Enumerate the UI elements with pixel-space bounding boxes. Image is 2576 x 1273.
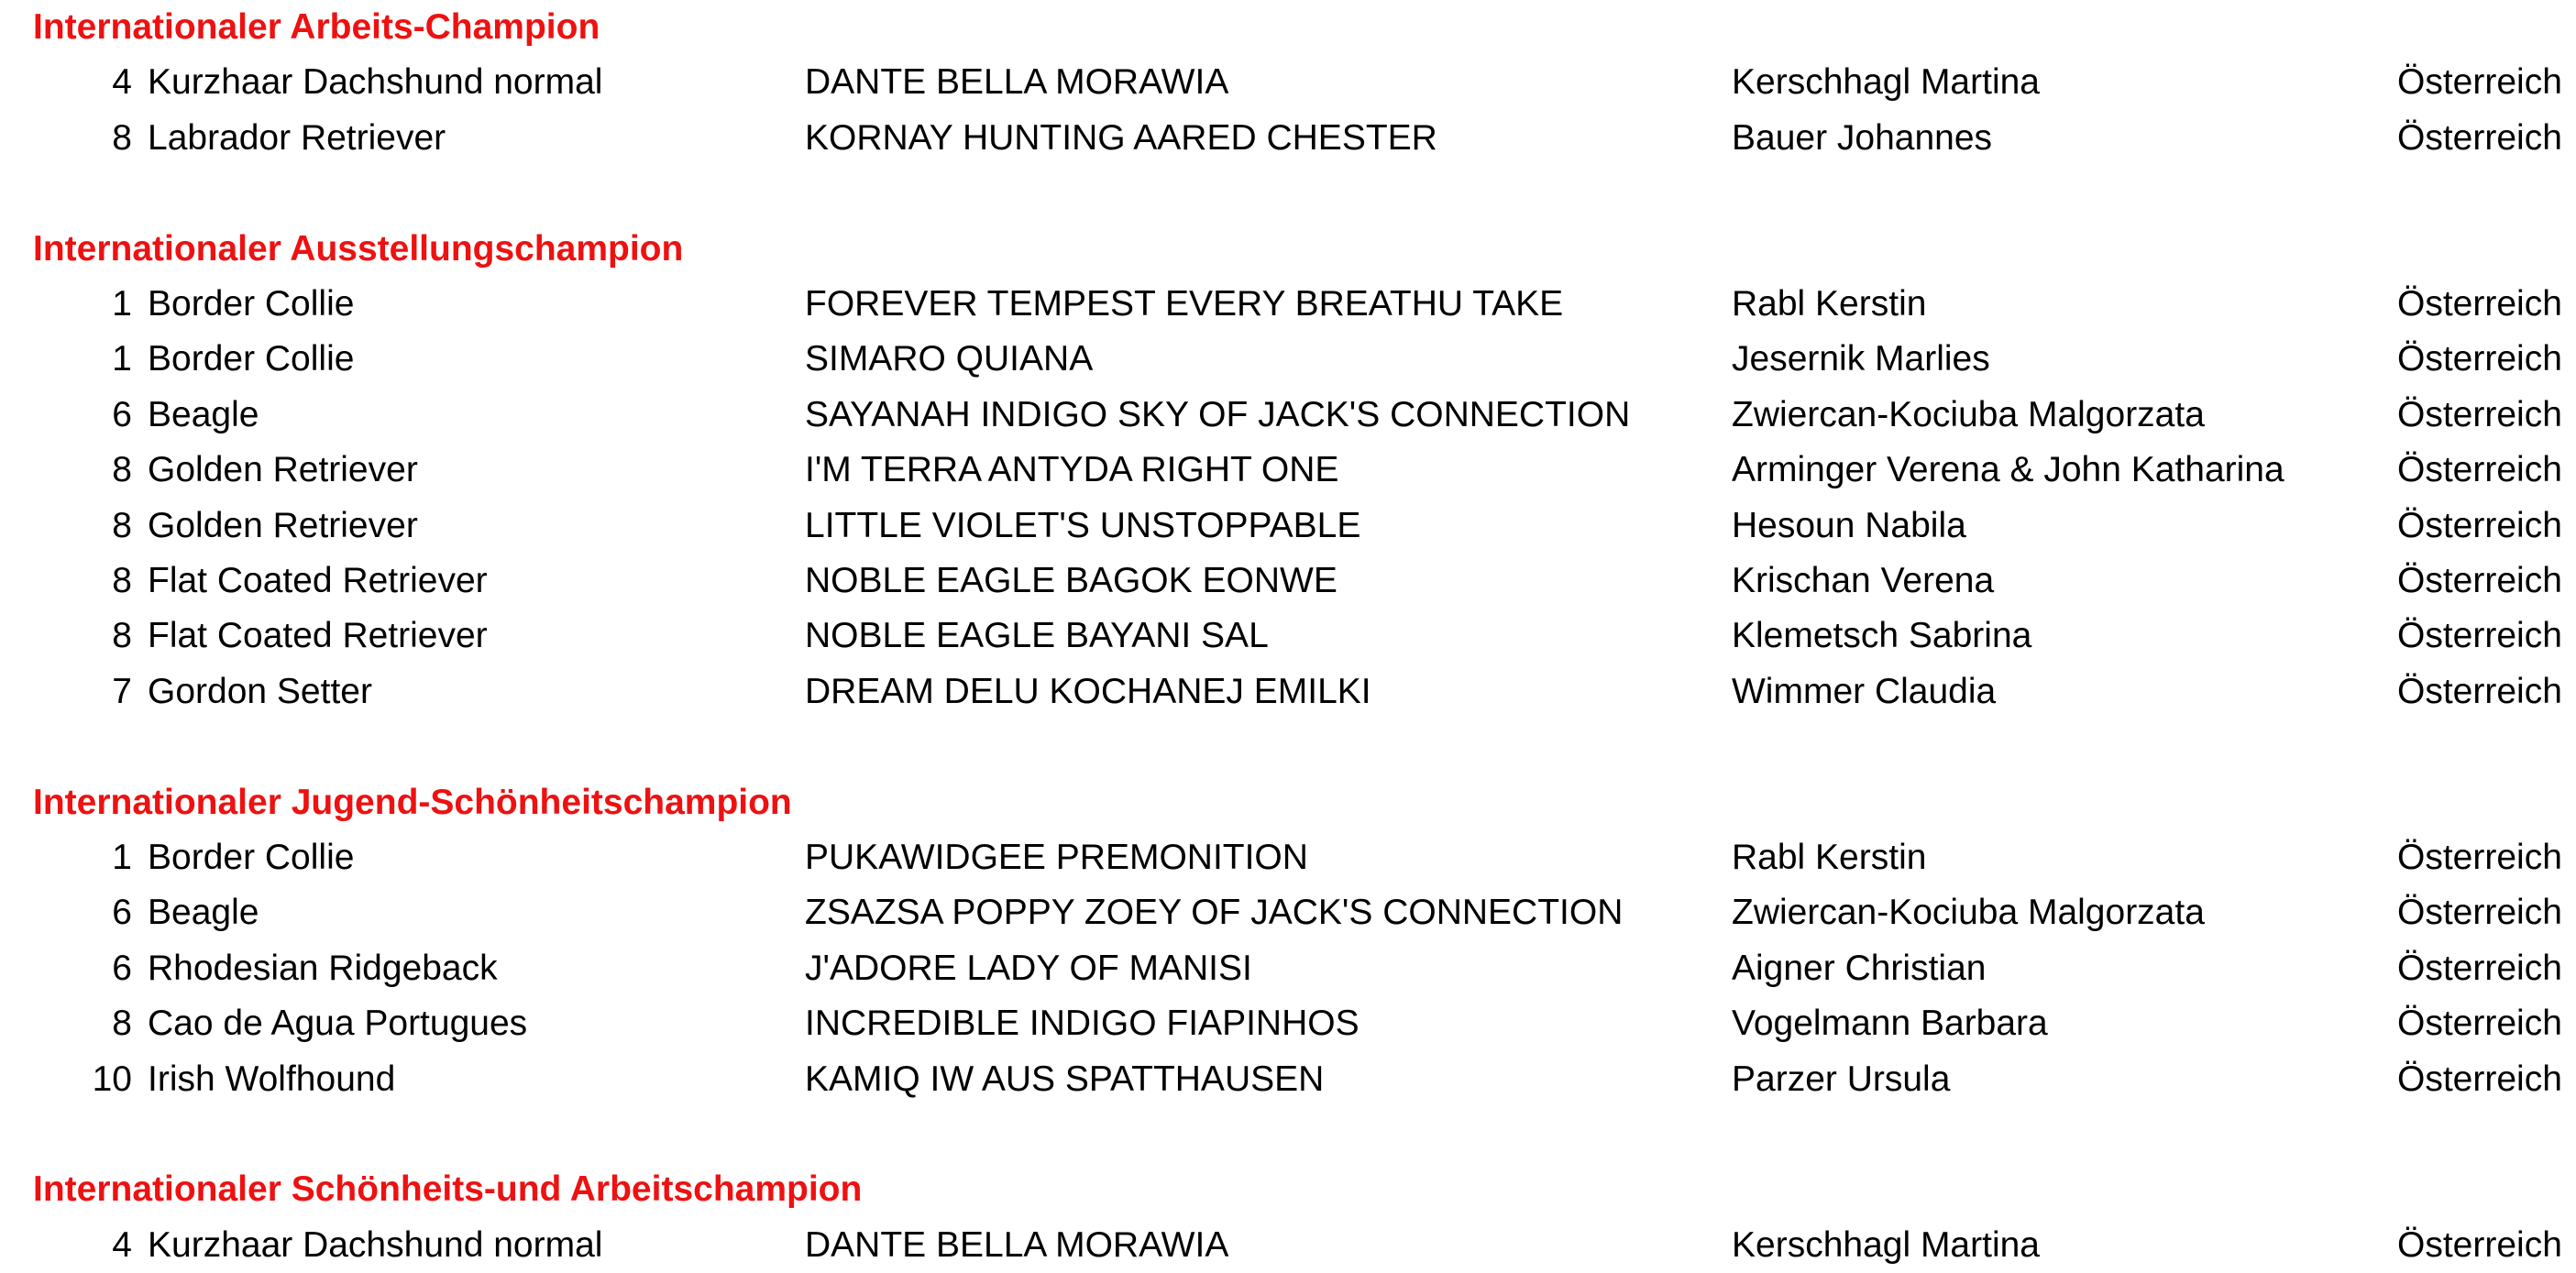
section-heading: Internationaler Schönheits-und Arbeitschampion <box>33 1169 863 1210</box>
owner-name: Jesernik Marlies <box>1732 339 1990 379</box>
country-name: Österreich <box>2397 394 2562 434</box>
owner-name: Krischan Verena <box>1732 561 1995 600</box>
section-heading: Internationaler Arbeits-Champion <box>33 7 600 47</box>
breed-name: Labrador Retriever <box>148 117 446 158</box>
owner-name: Wimmer Claudia <box>1732 671 1997 711</box>
table-row <box>0 111 2576 166</box>
country-name: Österreich <box>2397 671 2562 711</box>
dog-name: FOREVER TEMPEST EVERY BREATHU TAKE <box>805 284 1564 324</box>
dog-name: SIMARO QUIANA <box>805 339 1094 379</box>
dog-name: KORNAY HUNTING AARED CHESTER <box>805 117 1437 158</box>
dog-name: INCREDIBLE INDIGO FIAPINHOS <box>805 1004 1360 1044</box>
breed-name: Beagle <box>148 394 259 434</box>
section-heading: Internationaler Ausstellungschampion <box>33 228 684 269</box>
fci-group-number: 8 <box>112 1004 132 1044</box>
breed-name: Flat Coated Retriever <box>148 616 488 656</box>
breed-name: Border Collie <box>148 284 355 324</box>
dog-name: LITTLE VIOLET'S UNSTOPPABLE <box>805 505 1361 545</box>
dog-name: DANTE BELLA MORAWIA <box>805 62 1229 103</box>
country-name: Österreich <box>2397 505 2562 545</box>
country-name: Österreich <box>2397 339 2562 379</box>
fci-group-number: 10 <box>92 1059 132 1099</box>
dog-name: J'ADORE LADY OF MANISI <box>805 948 1252 988</box>
table-row <box>0 1052 2576 1107</box>
country-name: Österreich <box>2397 1224 2562 1265</box>
country-name: Österreich <box>2397 893 2562 933</box>
table-row <box>0 1218 2576 1273</box>
country-name: Österreich <box>2397 948 2562 988</box>
owner-name: Arminger Verena & John Katharina <box>1732 450 2284 490</box>
dog-name: DANTE BELLA MORAWIA <box>805 1224 1229 1265</box>
country-name: Österreich <box>2397 616 2562 656</box>
fci-group-number: 8 <box>112 450 132 490</box>
owner-name: Hesoun Nabila <box>1732 505 1966 545</box>
table-row <box>0 996 2576 1051</box>
fci-group-number: 8 <box>112 616 132 656</box>
fci-group-number: 6 <box>112 394 132 434</box>
dog-name: NOBLE EAGLE BAGOK EONWE <box>805 561 1338 600</box>
fci-group-number: 8 <box>112 505 132 545</box>
dog-name: PUKAWIDGEE PREMONITION <box>805 838 1308 877</box>
dog-name: KAMIQ IW AUS SPATTHAUSEN <box>805 1059 1325 1099</box>
breed-name: Golden Retriever <box>148 505 418 545</box>
breed-name: Rhodesian Ridgeback <box>148 948 498 988</box>
table-row <box>0 55 2576 110</box>
table-row <box>0 885 2576 940</box>
owner-name: Zwiercan-Kociuba Malgorzata <box>1732 394 2205 434</box>
breed-name: Beagle <box>148 893 259 933</box>
section-heading: Internationaler Jugend-Schönheitschampion <box>33 782 792 822</box>
breed-name: Flat Coated Retriever <box>148 561 488 600</box>
fci-group-number: 6 <box>112 948 132 988</box>
table-row <box>0 332 2576 387</box>
fci-group-number: 4 <box>112 1224 132 1265</box>
owner-name: Bauer Johannes <box>1732 117 1993 158</box>
owner-name: Rabl Kerstin <box>1732 838 1927 877</box>
fci-group-number: 6 <box>112 893 132 933</box>
breed-name: Kurzhaar Dachshund normal <box>148 1224 603 1265</box>
country-name: Österreich <box>2397 561 2562 600</box>
owner-name: Vogelmann Barbara <box>1732 1004 2048 1044</box>
table-row <box>0 554 2576 609</box>
owner-name: Kerschhagl Martina <box>1732 1224 2040 1265</box>
table-row <box>0 664 2576 719</box>
breed-name: Kurzhaar Dachshund normal <box>148 62 603 103</box>
country-name: Österreich <box>2397 117 2562 158</box>
table-row <box>0 941 2576 996</box>
country-name: Österreich <box>2397 450 2562 490</box>
dog-name: DREAM DELU KOCHANEJ EMILKI <box>805 671 1371 711</box>
table-row <box>0 499 2576 554</box>
breed-name: Golden Retriever <box>148 450 418 490</box>
breed-name: Gordon Setter <box>148 671 372 711</box>
owner-name: Rabl Kerstin <box>1732 284 1927 324</box>
dog-name: SAYANAH INDIGO SKY OF JACK'S CONNECTION <box>805 394 1631 434</box>
table-row <box>0 388 2576 443</box>
country-name: Österreich <box>2397 1059 2562 1099</box>
owner-name: Aigner Christian <box>1732 948 1987 988</box>
fci-group-number: 1 <box>112 284 132 324</box>
breed-name: Border Collie <box>148 339 355 379</box>
fci-group-number: 1 <box>112 339 132 379</box>
breed-name: Border Collie <box>148 838 355 877</box>
country-name: Österreich <box>2397 284 2562 324</box>
owner-name: Klemetsch Sabrina <box>1732 616 2032 656</box>
table-row <box>0 277 2576 332</box>
fci-group-number: 4 <box>112 62 132 103</box>
owner-name: Parzer Ursula <box>1732 1059 1951 1099</box>
fci-group-number: 8 <box>112 561 132 600</box>
dog-name: I'M TERRA ANTYDA RIGHT ONE <box>805 450 1339 490</box>
fci-group-number: 1 <box>112 838 132 877</box>
table-row <box>0 830 2576 885</box>
dog-name: NOBLE EAGLE BAYANI SAL <box>805 616 1269 656</box>
table-row <box>0 443 2576 498</box>
breed-name: Irish Wolfhound <box>148 1059 396 1099</box>
fci-group-number: 7 <box>112 671 132 711</box>
country-name: Österreich <box>2397 1004 2562 1044</box>
table-row <box>0 609 2576 664</box>
country-name: Österreich <box>2397 62 2562 103</box>
dog-name: ZSAZSA POPPY ZOEY OF JACK'S CONNECTION <box>805 893 1624 933</box>
breed-name: Cao de Agua Portugues <box>148 1004 528 1044</box>
fci-group-number: 8 <box>112 117 132 158</box>
owner-name: Zwiercan-Kociuba Malgorzata <box>1732 893 2205 933</box>
owner-name: Kerschhagl Martina <box>1732 62 2040 103</box>
country-name: Österreich <box>2397 838 2562 877</box>
